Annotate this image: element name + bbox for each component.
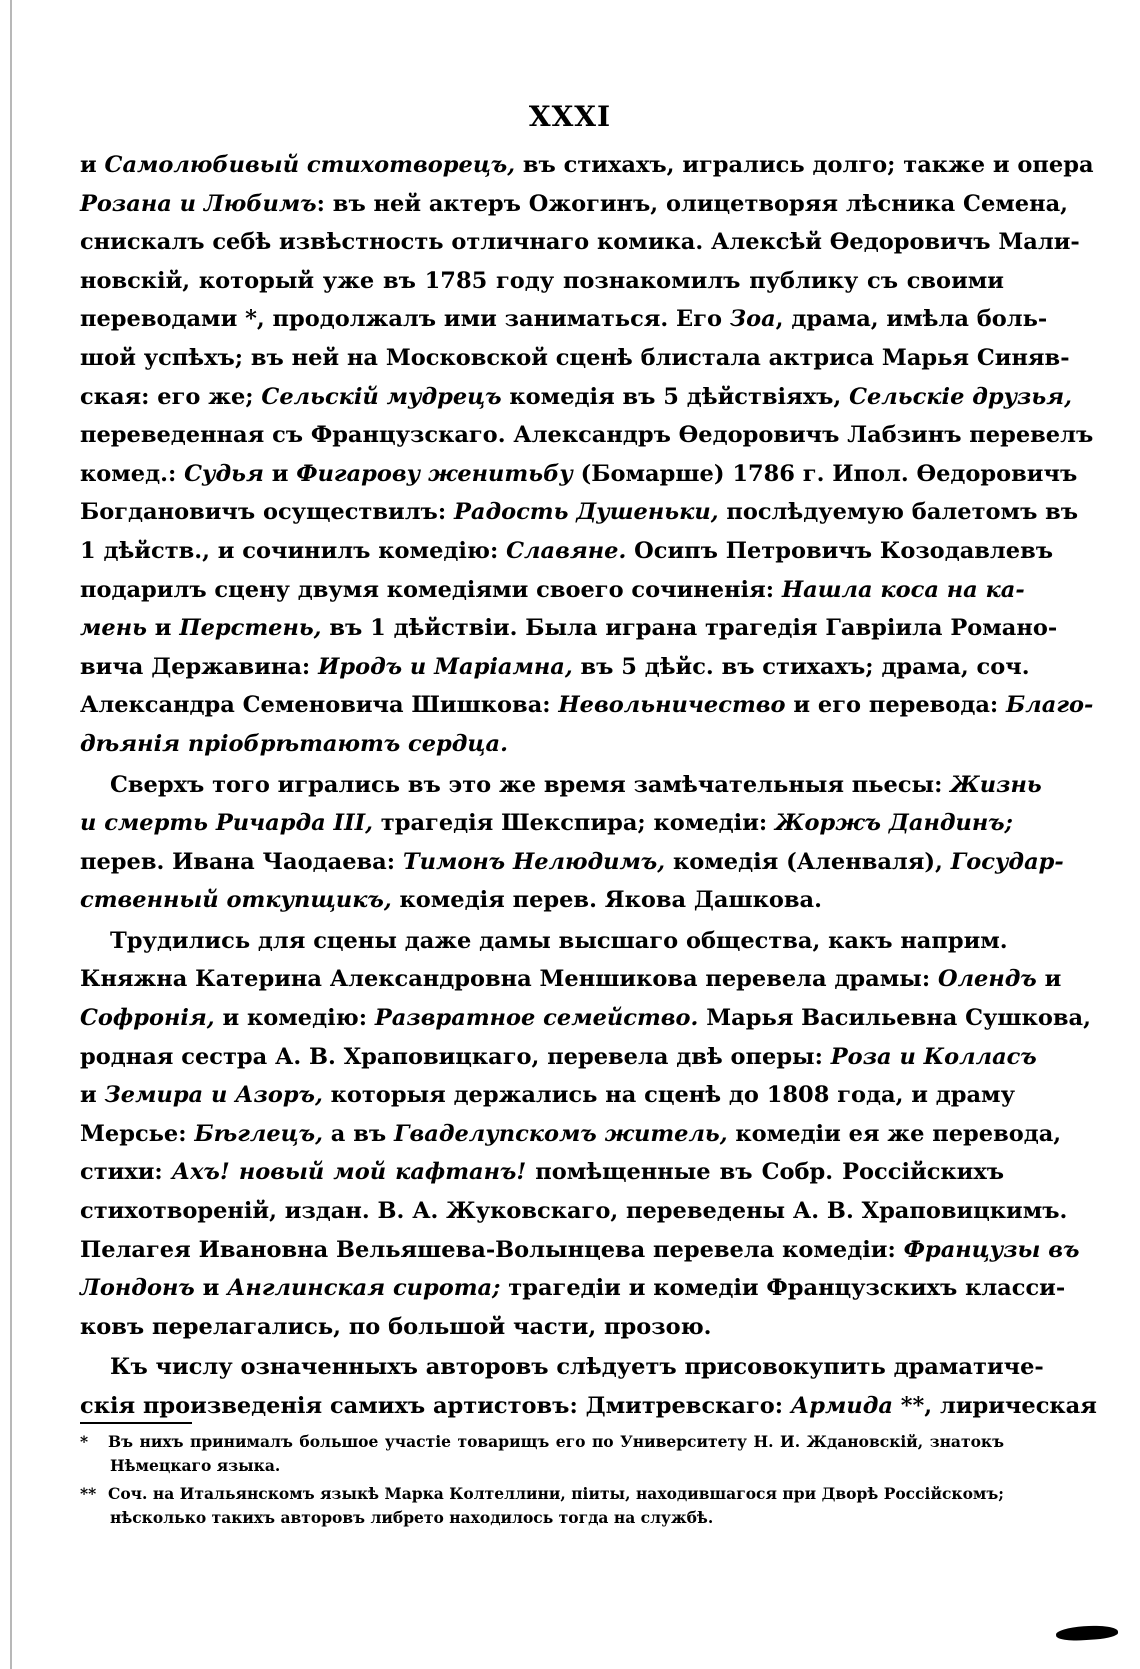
text-segment: 1 дѣйств., и сочинилъ комедію: xyxy=(80,537,507,564)
title-italic: Роза и Колласъ xyxy=(830,1043,1037,1070)
title-italic: Благо- xyxy=(1006,692,1094,719)
footnote-text: нѣсколько такихъ авторовъ либрето находилось тогда на службѣ. xyxy=(110,1508,714,1527)
title-italic: Ахъ! новый мой кафтанъ! xyxy=(171,1159,527,1186)
title-italic: Нашла коса на ка- xyxy=(781,576,1025,603)
page-number: XXXI xyxy=(528,100,612,133)
text-segment: въ 1 дѣйствіи. Была играна трагедія Гавріила Романо- xyxy=(321,615,1058,642)
text-segment: новскій, который уже въ 1785 году познакомилъ публику съ своими xyxy=(80,267,1004,294)
footnote-text: Нѣмецкаго языка. xyxy=(110,1456,281,1475)
text-line xyxy=(80,1153,1004,1192)
title-italic: Славяне. xyxy=(506,537,627,564)
text-segment: Мерсье: xyxy=(80,1120,195,1147)
text-line xyxy=(80,146,1094,185)
title-italic: Радость Душеньки, xyxy=(453,499,719,526)
text-segment: трагедіи и комедіи Французскихъ класси- xyxy=(500,1275,1066,1302)
footnote-line xyxy=(80,1454,1004,1478)
text-line xyxy=(80,1115,1062,1154)
text-segment: комедія перев. Якова Дашкова. xyxy=(391,887,822,914)
text-line xyxy=(80,1192,1068,1231)
text-segment: и его перевода: xyxy=(785,692,1007,719)
footnote-mark: ** xyxy=(80,1484,97,1503)
text-line xyxy=(80,339,1070,378)
text-line xyxy=(80,1076,1016,1115)
text-segment: стихотвореній, издан. В. А. Жуковскаго, переведены А. В. Храповицкимъ. xyxy=(80,1198,1068,1225)
text-line xyxy=(80,609,1058,648)
text-segment: а въ xyxy=(322,1120,394,1147)
text-segment: трагедія Шекспира; комедіи: xyxy=(372,810,776,837)
scan-edge-line xyxy=(10,0,12,1669)
text-line xyxy=(80,1231,1080,1270)
footnote-text: Соч. на Итальянскомъ языкѣ Марка Колтеллини, піиты, находившагося при Дворѣ Россійскомъ; xyxy=(108,1484,1004,1503)
title-italic: Сельскій мудрецъ xyxy=(261,383,502,410)
text-segment: стихи: xyxy=(80,1159,172,1186)
title-italic: Жоржъ Дандинъ; xyxy=(775,810,1013,837)
title-italic: Зоа xyxy=(729,306,776,333)
text-segment: помѣщенные въ Собр. Россійскихъ xyxy=(526,1159,1005,1186)
text-line xyxy=(80,493,1079,532)
title-italic: Судья xyxy=(184,460,264,487)
ink-blot xyxy=(1056,1624,1119,1642)
text-segment: Къ числу означенныхъ авторовъ слѣдуетъ присовокупить драматиче- xyxy=(110,1354,1044,1381)
text-segment: въ стихахъ, игрались долго; также и опера xyxy=(515,152,1094,178)
title-italic: Невольничество xyxy=(558,692,786,719)
footnote-line xyxy=(80,1506,1004,1530)
text-segment: комедія (Аленваля), xyxy=(665,848,951,875)
footnote-line xyxy=(80,1482,1004,1506)
text-segment: комедіи ея же перевода, xyxy=(727,1120,1062,1147)
text-segment: и xyxy=(146,615,180,642)
text-segment: и xyxy=(194,1275,228,1302)
paragraph xyxy=(80,1348,1097,1425)
title-italic: Жизнь xyxy=(950,771,1042,798)
text-segment: снискалъ себѣ извѣстность отличнаго комика. Алексѣй Ѳедоровичъ Мали- xyxy=(80,229,1080,256)
text-segment: и xyxy=(1036,966,1062,993)
text-segment: и xyxy=(263,460,297,487)
text-segment: ковъ перелагались, по большой части, прозою. xyxy=(80,1313,712,1340)
text-segment: ская: его же; xyxy=(80,383,262,410)
text-line xyxy=(80,725,1004,764)
text-segment: , драма, имѣла боль- xyxy=(775,306,1048,333)
text-line xyxy=(80,262,1004,301)
text-line xyxy=(80,648,1030,687)
title-italic: Самолюбивый стихотворецъ, xyxy=(104,152,516,178)
title-italic: Розана и Любимъ xyxy=(80,190,317,217)
text-segment: послѣдуемую балетомъ въ xyxy=(718,499,1079,526)
text-line xyxy=(80,416,1094,455)
text-segment: подарилъ сцену двумя комедіями своего сочиненія: xyxy=(80,576,782,603)
text-line xyxy=(80,881,1004,920)
text-line xyxy=(80,378,1072,417)
text-line xyxy=(80,922,1008,961)
text-line xyxy=(80,1308,1004,1347)
title-italic: Армида xyxy=(790,1393,893,1419)
text-line xyxy=(80,1387,1097,1426)
paragraph xyxy=(80,922,1091,1347)
text-segment: комедія въ 5 дѣйствіяхъ, xyxy=(501,383,850,410)
text-line xyxy=(80,532,1053,571)
footnote-mark: * xyxy=(80,1432,89,1451)
title-italic: Бѣглецъ, xyxy=(194,1120,323,1147)
title-italic: дѣянія пріобрѣтаютъ сердца. xyxy=(80,730,508,757)
title-italic: и смерть Ричарда III, xyxy=(80,810,373,837)
text-line xyxy=(80,960,1062,999)
text-line xyxy=(80,804,1013,843)
text-segment: : въ ней актеръ Ожогинъ, олицетворяя лѣсника Семена, xyxy=(316,190,1069,217)
text-line xyxy=(80,1038,1037,1077)
footnotes xyxy=(80,1430,1004,1534)
text-line xyxy=(80,1348,1044,1387)
paragraph xyxy=(80,146,1094,764)
text-segment: Сверхъ того игрались въ это же время замѣчательныя пьесы: xyxy=(110,771,951,798)
title-italic: Развратное семейство. xyxy=(374,1005,699,1032)
title-italic: Французы въ xyxy=(903,1236,1080,1263)
title-italic: Иродъ и Маріамна, xyxy=(318,653,573,680)
title-italic: Тимонъ Нелюдимъ, xyxy=(402,848,666,875)
title-italic: Фигарову женитьбу xyxy=(296,460,573,487)
text-line xyxy=(80,999,1091,1038)
title-italic: Государ- xyxy=(950,848,1064,875)
text-segment: (Бомарше) 1786 г. Ипол. Ѳедоровичъ xyxy=(572,460,1078,487)
text-segment: вича Державина: xyxy=(80,653,319,680)
text-segment: въ 5 дѣйс. въ стихахъ; драма, соч. xyxy=(572,653,1030,680)
title-italic: Олендъ xyxy=(937,966,1037,993)
body-text xyxy=(80,146,1097,1426)
title-italic: ственный откупщикъ, xyxy=(80,887,392,914)
text-segment: переведенная съ Французскаго. Александръ Ѳедоровичъ Лабзинъ перевелъ xyxy=(80,422,1094,449)
text-segment: которыя держались на сценѣ до 1808 года, и драму xyxy=(322,1082,1016,1109)
text-segment: Александра Семеновича Шишкова: xyxy=(80,692,559,719)
text-segment: и xyxy=(80,152,105,178)
footnote-line xyxy=(80,1430,1004,1454)
paragraph xyxy=(80,766,1064,920)
text-line xyxy=(80,843,1064,882)
text-segment: и комедію: xyxy=(214,1005,375,1032)
footnote xyxy=(80,1482,1004,1530)
text-line xyxy=(80,300,1048,339)
title-italic: Софронія, xyxy=(80,1005,215,1032)
title-italic: Перстень, xyxy=(179,615,322,642)
footnote-rule xyxy=(80,1422,192,1424)
text-line xyxy=(80,223,1080,262)
text-segment: шой успѣхъ; въ ней на Московской сценѣ блистала актриса Марья Синяв- xyxy=(80,344,1070,371)
title-italic: Сельскіе друзья, xyxy=(849,383,1072,410)
text-segment: комед.: xyxy=(80,460,185,487)
title-italic: мень xyxy=(80,615,147,642)
text-line xyxy=(80,686,1094,725)
footnote-text: Въ нихъ принималъ большое участіе товарищъ его по Университету Н. И. Ждановскій, знатокъ xyxy=(108,1432,1004,1451)
text-segment: родная сестра А. В. Храповицкаго, перевела двѣ оперы: xyxy=(80,1043,831,1070)
text-segment: скія произведенія самихъ артистовъ: Дмитревскаго: xyxy=(80,1393,791,1419)
text-line xyxy=(80,185,1069,224)
text-segment: Осипъ Петровичъ Козодавлевъ xyxy=(626,537,1053,564)
text-segment: переводами *, продолжалъ ими заниматься. Его xyxy=(80,306,730,333)
text-segment: Марья Васильевна Сушкова, xyxy=(698,1005,1091,1032)
text-segment: перев. Ивана Чаодаева: xyxy=(80,848,403,875)
text-segment: и xyxy=(80,1082,105,1109)
title-italic: Лондонъ xyxy=(80,1275,195,1302)
title-italic: Гваделупскомъ житель, xyxy=(393,1120,728,1147)
title-italic: Англинская сирота; xyxy=(227,1275,501,1302)
footnote xyxy=(80,1430,1004,1478)
text-line xyxy=(80,1269,1066,1308)
text-line xyxy=(80,571,1025,610)
title-italic: Земира и Азоръ, xyxy=(104,1082,323,1109)
text-line xyxy=(80,455,1078,494)
text-segment: Пелагея Ивановна Вельяшева-Волынцева перевела комедіи: xyxy=(80,1236,904,1263)
text-segment: Княжна Катерина Александровна Меншикова перевела драмы: xyxy=(80,966,938,993)
text-segment: Богдановичъ осуществилъ: xyxy=(80,499,454,526)
text-line xyxy=(80,766,1042,805)
text-segment: Трудились для сцены даже дамы высшаго общества, какъ наприм. xyxy=(110,927,1008,954)
text-segment: **, лирическая xyxy=(892,1393,1097,1419)
